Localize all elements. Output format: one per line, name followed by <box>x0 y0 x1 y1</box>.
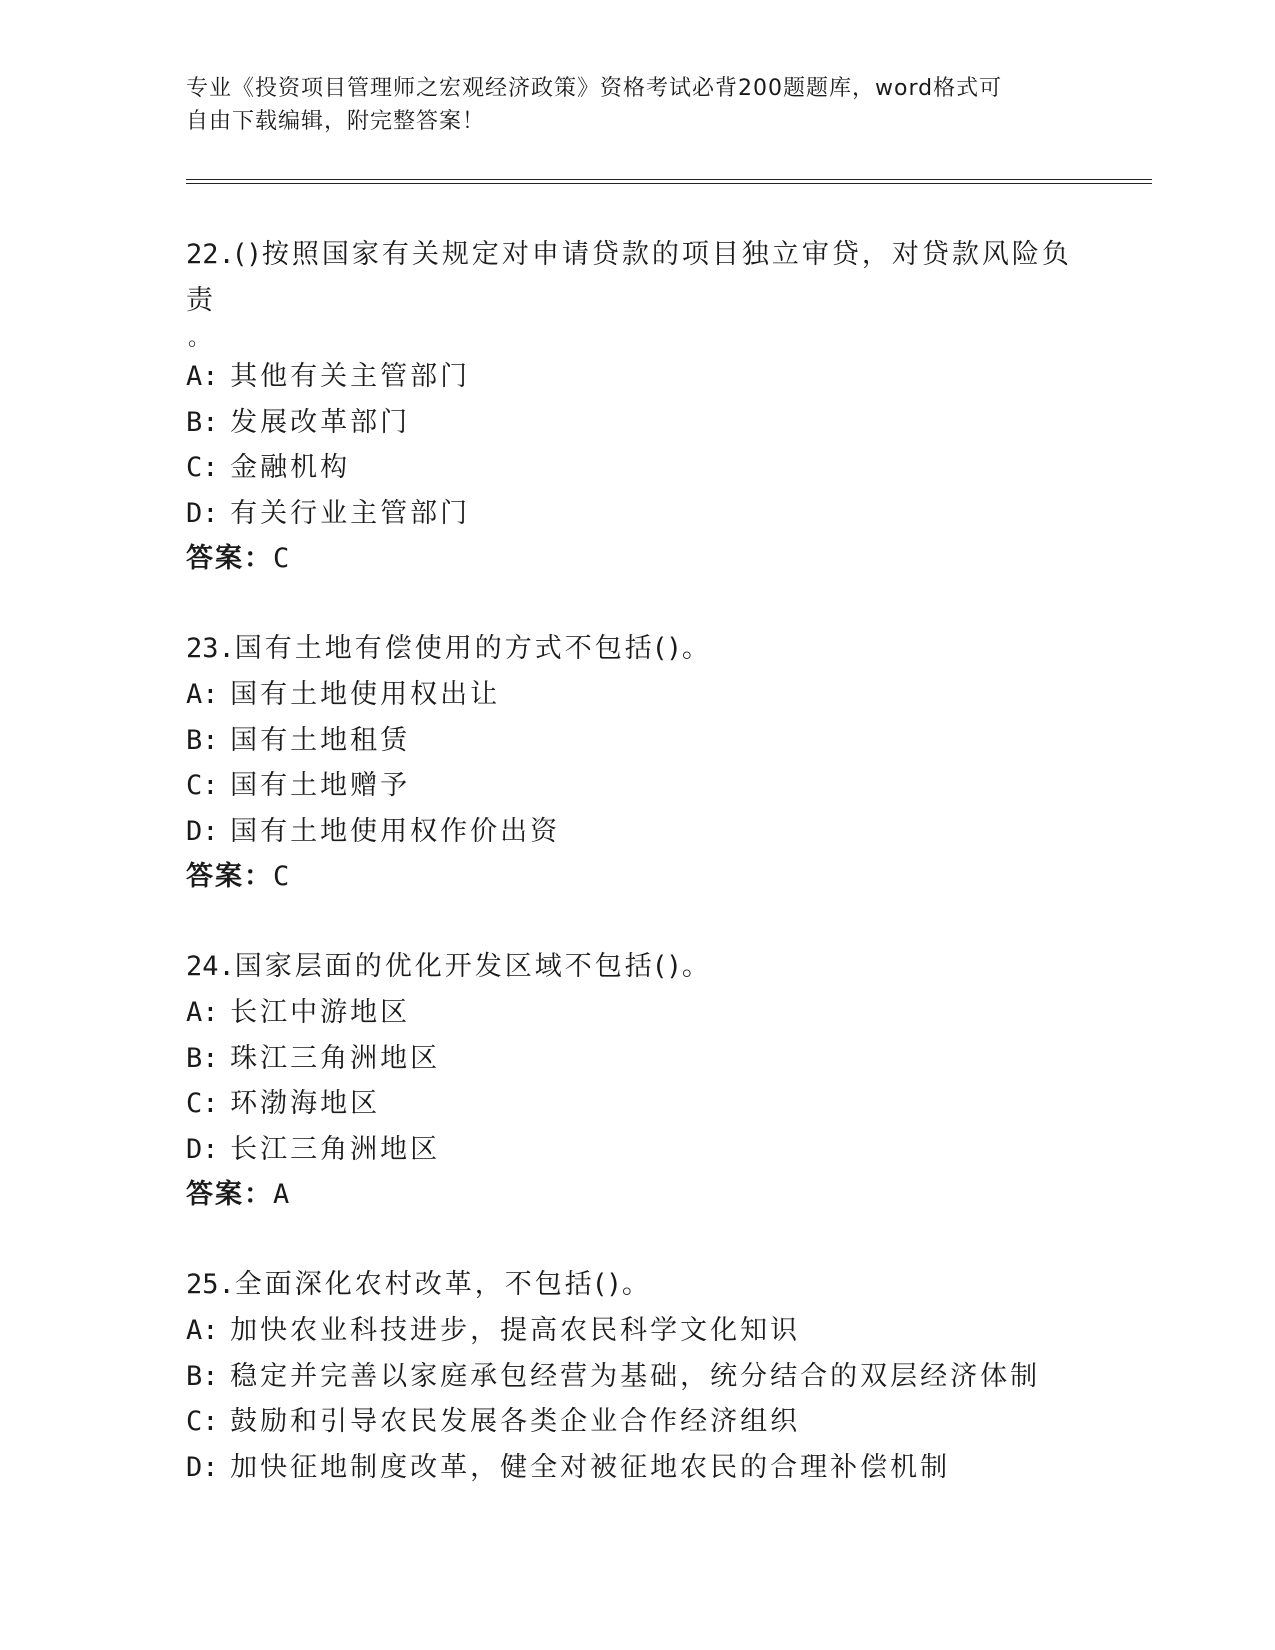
question-stem <box>186 1262 1086 1308</box>
option-letter: B: <box>186 406 219 438</box>
option-a <box>186 354 1086 400</box>
question-24 <box>186 944 1086 1218</box>
option-text: 有关行业主管部门 <box>230 497 471 529</box>
option-letter: D: <box>186 1133 219 1165</box>
question-stem <box>186 944 1086 990</box>
option-text: 加快农业科技进步，提高农民科学文化知识 <box>230 1315 801 1346</box>
option-text: 稳定并完善以家庭承包经营为基础，统分结合的双层经济体制 <box>230 1360 1041 1392</box>
option-letter: B: <box>186 1360 219 1392</box>
question-stem-continuation: 。 <box>188 326 214 351</box>
answer-label: 答案： <box>186 1179 273 1210</box>
question-text: 国有土地有偿使用的方式不包括()。 <box>234 633 712 664</box>
option-text: 国有土地使用权作价出资 <box>230 815 561 847</box>
document-header <box>186 72 1066 138</box>
option-letter: B: <box>186 724 219 756</box>
question-text: 国家层面的优化开发区域不包括()。 <box>234 951 712 982</box>
option-c <box>186 1399 1086 1445</box>
option-letter: A: <box>186 361 219 392</box>
question-25 <box>186 1262 1086 1490</box>
option-b <box>186 400 1086 446</box>
option-text: 国有土地赠予 <box>230 770 411 801</box>
option-c <box>186 763 1086 809</box>
answer-line <box>186 1172 1086 1218</box>
question-list <box>186 232 1086 1534</box>
answer-label: 答案： <box>186 543 273 574</box>
question-number: 25. <box>186 1269 235 1300</box>
option-a <box>186 990 1086 1036</box>
option-c <box>186 1081 1086 1127</box>
option-d <box>186 1445 1086 1491</box>
option-text: 长江三角洲地区 <box>230 1133 441 1165</box>
option-letter: D: <box>186 1451 219 1483</box>
option-text: 长江中游地区 <box>230 997 411 1028</box>
option-letter: A: <box>186 679 219 710</box>
answer-value: A <box>273 1179 292 1210</box>
question-stem <box>186 232 1086 324</box>
option-letter: A: <box>186 997 219 1028</box>
answer-value: C <box>273 861 292 892</box>
header-line-2: 自由下载编辑，附完整答案！ <box>186 109 486 134</box>
option-a <box>186 672 1086 718</box>
header-divider-bottom <box>186 183 1152 184</box>
option-d <box>186 809 1086 855</box>
option-text: 金融机构 <box>230 452 351 483</box>
option-letter: D: <box>186 815 219 847</box>
option-text: 珠江三角洲地区 <box>230 1042 441 1074</box>
question-23 <box>186 626 1086 900</box>
option-a <box>186 1308 1086 1354</box>
question-number: 22. <box>186 239 235 270</box>
option-text: 环渤海地区 <box>230 1088 381 1119</box>
option-text: 国有土地租赁 <box>230 724 411 756</box>
option-d <box>186 491 1086 537</box>
question-text: 全面深化农村改革，不包括()。 <box>234 1269 652 1300</box>
answer-value: C <box>273 543 292 574</box>
option-letter: C: <box>186 1406 219 1437</box>
header-divider-top <box>186 179 1152 180</box>
option-letter: C: <box>186 770 219 801</box>
question-number: 24. <box>186 951 235 982</box>
option-letter: B: <box>186 1042 219 1074</box>
option-b <box>186 1036 1086 1082</box>
option-b <box>186 1354 1086 1400</box>
answer-line <box>186 536 1086 582</box>
option-text: 加快征地制度改革，健全对被征地农民的合理补偿机制 <box>230 1451 951 1483</box>
option-d <box>186 1127 1086 1173</box>
answer-label: 答案： <box>186 861 273 892</box>
option-text: 国有土地使用权出让 <box>230 679 501 710</box>
header-line-1: 专业《投资项目管理师之宏观经济政策》资格考试必背200题题库，word格式可 <box>186 76 1003 101</box>
option-letter: C: <box>186 452 219 483</box>
option-letter: A: <box>186 1315 219 1346</box>
option-text: 发展改革部门 <box>230 406 411 438</box>
option-letter: C: <box>186 1088 219 1119</box>
option-letter: D: <box>186 497 219 529</box>
question-text: ()按照国家有关规定对申请贷款的项目独立审贷，对贷款风险负责 <box>186 239 1072 316</box>
option-text: 鼓励和引导农民发展各类企业合作经济组织 <box>230 1406 801 1437</box>
answer-line <box>186 854 1086 900</box>
option-b <box>186 718 1086 764</box>
option-c <box>186 445 1086 491</box>
question-stem <box>186 626 1086 672</box>
option-text: 其他有关主管部门 <box>230 361 471 392</box>
question-number: 23. <box>186 633 235 664</box>
question-22 <box>186 232 1086 582</box>
